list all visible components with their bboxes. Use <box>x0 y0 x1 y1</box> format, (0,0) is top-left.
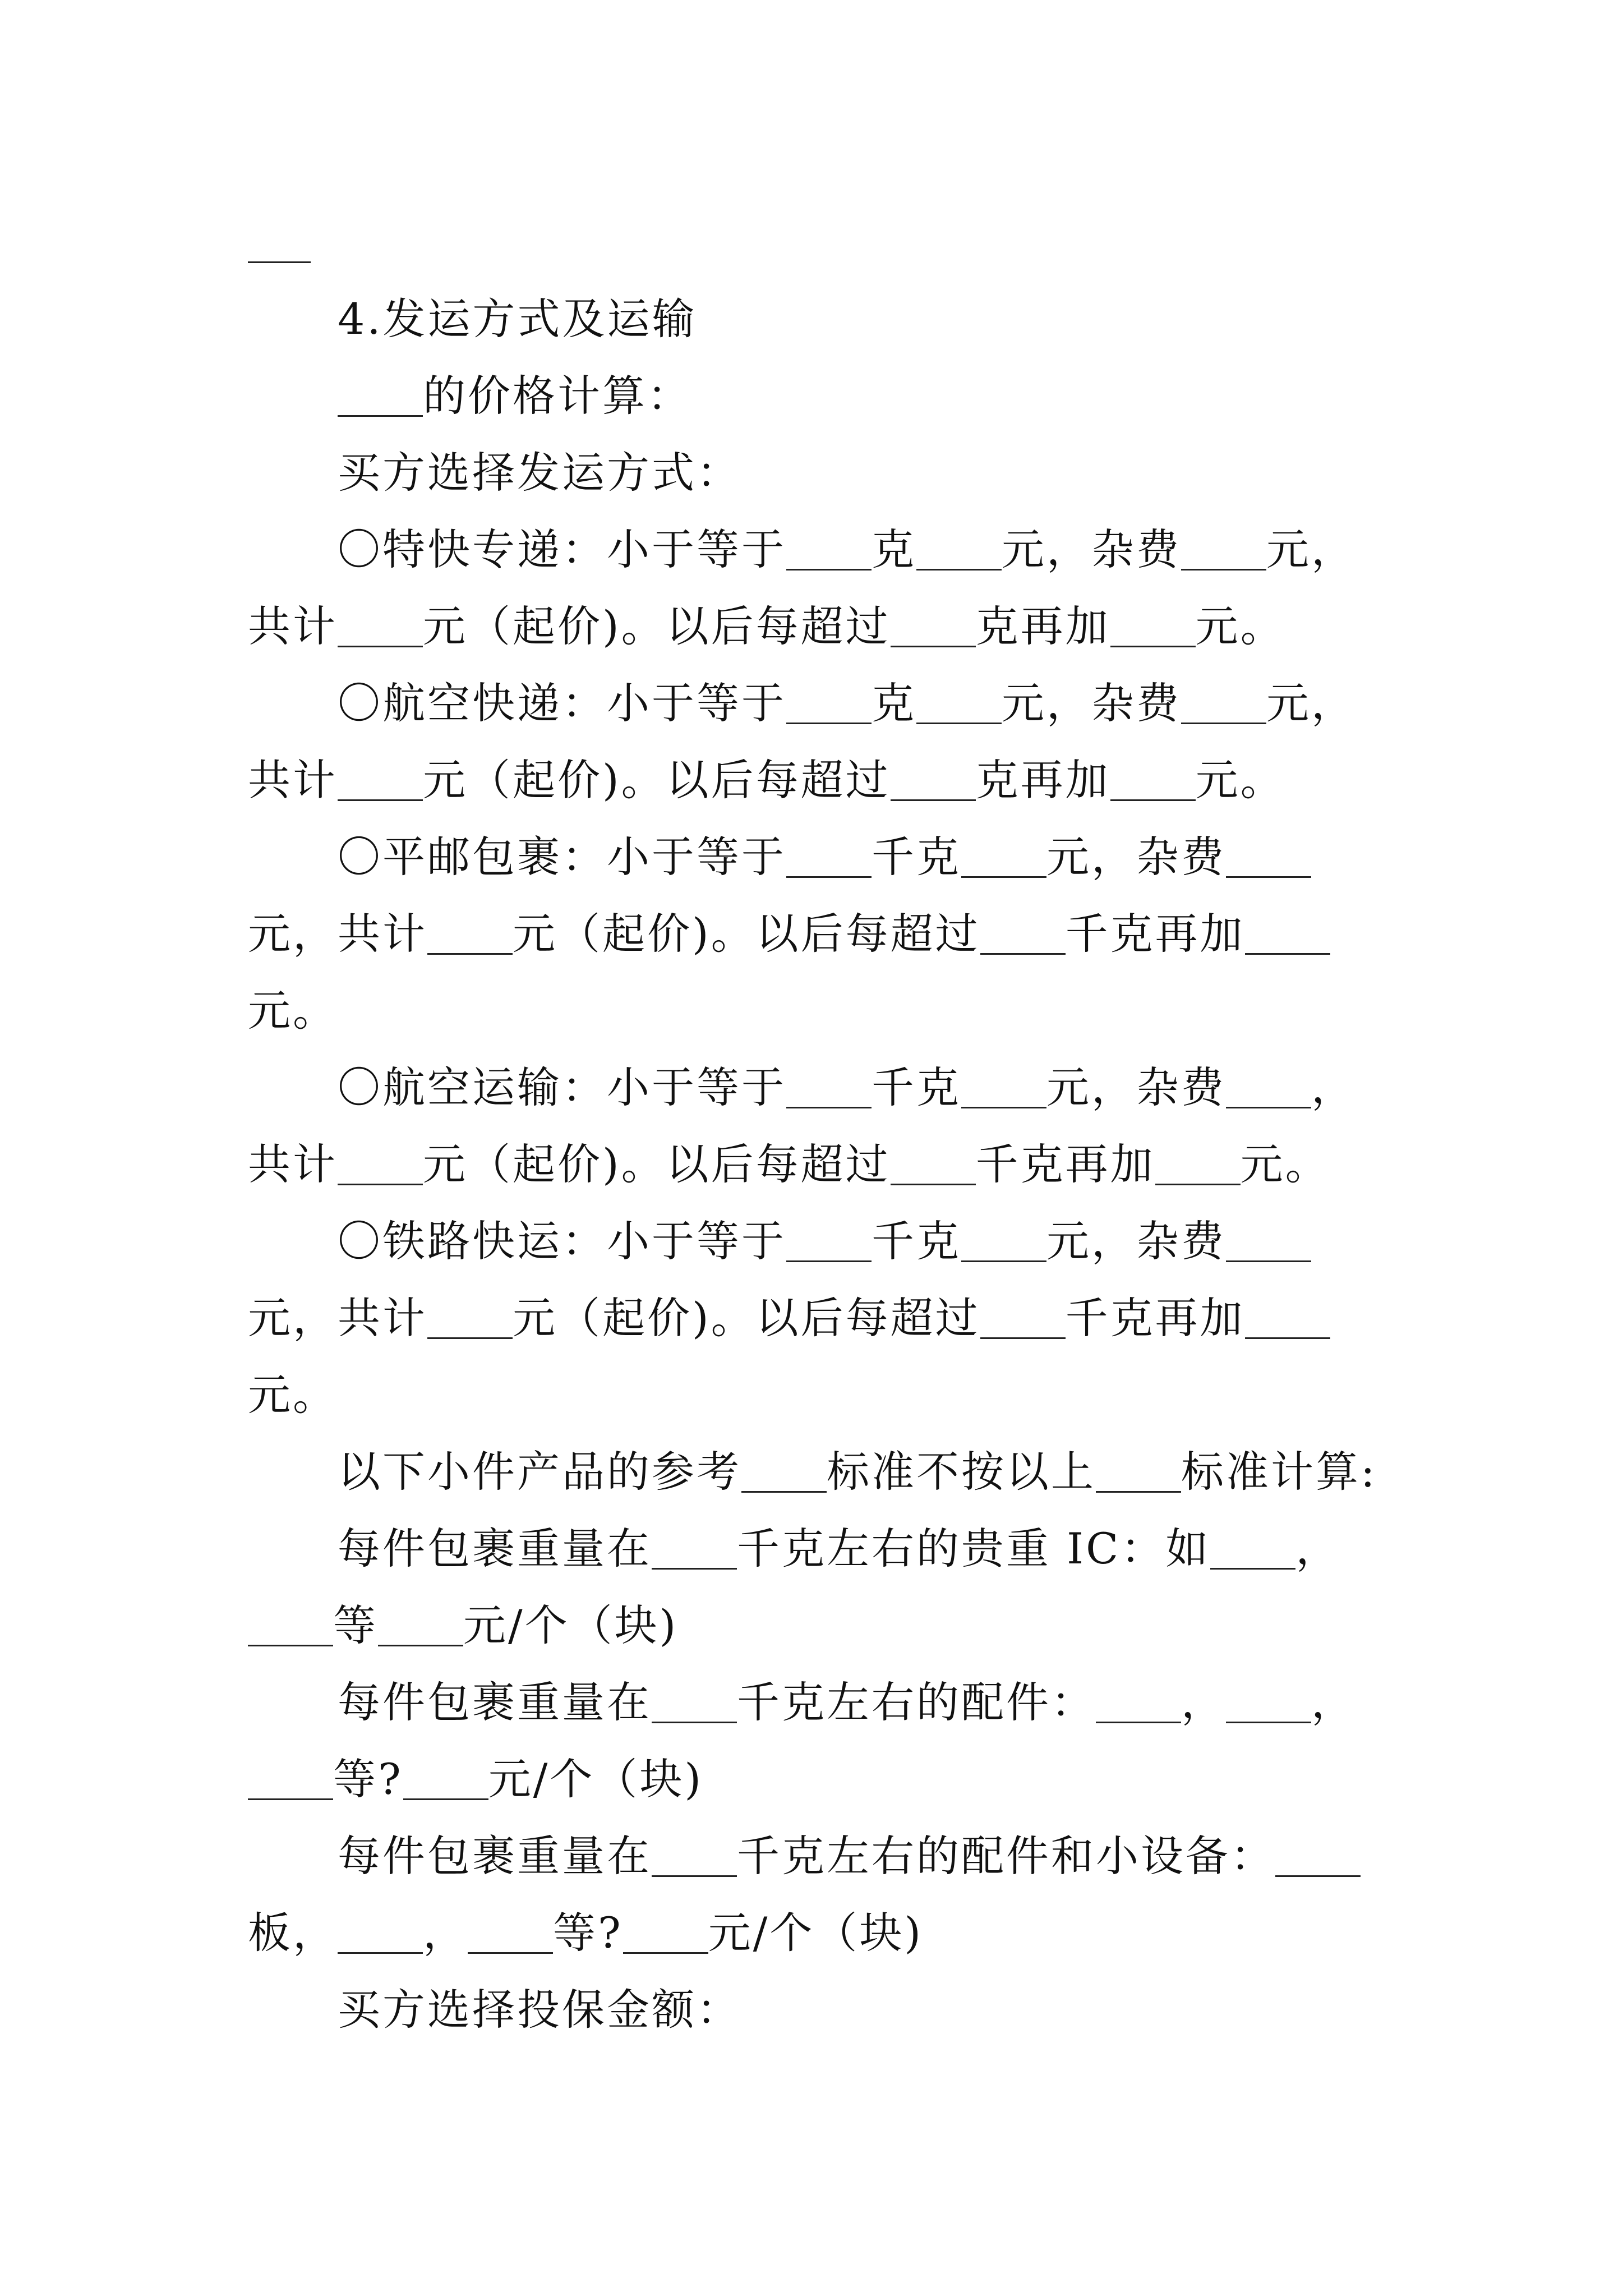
text-segment: 元，共计 <box>248 1293 427 1343</box>
text-segment: 克再加 <box>975 601 1110 651</box>
fill-in-blank <box>652 1683 737 1723</box>
fill-in-blank <box>891 608 976 647</box>
fill-in-blank <box>1110 761 1196 801</box>
text-line <box>248 511 1386 588</box>
text-segment: 千克 <box>872 1216 961 1266</box>
text-line <box>248 1433 1386 1510</box>
text-segment: 元（起价)。以后每超过 <box>513 909 980 959</box>
fill-in-blank <box>961 1069 1046 1108</box>
fill-in-blank <box>916 684 1002 724</box>
text-segment: 〇铁路快运：小于等于 <box>338 1216 786 1266</box>
fill-in-blank <box>427 1299 513 1339</box>
fill-in-blank <box>786 838 872 878</box>
text-segment: 元。 <box>1195 755 1285 805</box>
fill-in-blank <box>1110 608 1196 647</box>
fill-in-blank <box>1226 1222 1311 1262</box>
fill-in-blank <box>1245 915 1330 955</box>
text-segment: 元（起价)。以后每超过 <box>423 601 891 651</box>
text-segment: 元（起价)。以后每超过 <box>423 755 891 805</box>
text-segment: 千克左右的配件： <box>737 1677 1096 1727</box>
fill-in-blank <box>1096 1683 1181 1723</box>
fill-in-blank <box>786 1222 872 1262</box>
text-segment: 千克左右的贵重 IC：如 <box>737 1524 1211 1573</box>
text-line <box>248 280 1386 357</box>
document-body <box>248 280 1386 2048</box>
text-line <box>248 1126 1386 1203</box>
text-line <box>248 1664 1386 1741</box>
fill-in-blank <box>1096 1453 1181 1493</box>
fill-in-blank <box>1226 838 1311 878</box>
fill-in-blank <box>891 761 976 801</box>
text-segment: 元，杂费 <box>1046 832 1226 882</box>
text-line <box>248 1741 1386 1818</box>
fill-in-blank <box>1181 531 1266 570</box>
fill-in-blank <box>1226 1683 1311 1723</box>
text-segment: 元/个（块) <box>708 1908 924 1958</box>
text-line <box>248 972 1386 1049</box>
text-line <box>248 434 1386 511</box>
text-segment: 元/个（块) <box>488 1754 704 1804</box>
text-segment: 共计 <box>248 1139 338 1189</box>
text-segment: 元。 <box>1195 601 1285 651</box>
text-line <box>248 1587 1386 1664</box>
text-segment: 克再加 <box>975 755 1110 805</box>
fill-in-blank <box>1210 1530 1295 1570</box>
text-line <box>248 1510 1386 1587</box>
fill-in-blank <box>961 1222 1046 1262</box>
fill-in-blank <box>623 1914 708 1954</box>
text-segment: 元， <box>1266 678 1356 728</box>
text-segment: 千克再加 <box>1065 1293 1245 1343</box>
fill-in-blank <box>652 1530 737 1570</box>
text-segment: 〇特快专递：小于等于 <box>338 524 786 574</box>
text-segment: 〇平邮包裹：小于等于 <box>338 832 786 882</box>
fill-in-blank <box>786 531 872 570</box>
fill-in-blank <box>1155 1145 1241 1185</box>
fill-in-blank <box>338 761 423 801</box>
text-segment: 元，杂费 <box>1002 524 1181 574</box>
text-line <box>248 665 1386 742</box>
fill-in-blank <box>338 377 423 417</box>
text-segment: 元。 <box>248 986 338 1036</box>
text-segment: 元，杂费 <box>1046 1062 1226 1112</box>
text-segment: 等? <box>333 1754 403 1804</box>
text-segment: 元（起价)。以后每超过 <box>423 1139 891 1189</box>
text-segment: 千克再加 <box>1065 909 1245 959</box>
text-segment: ， <box>423 1908 468 1958</box>
text-segment: 以下小件产品的参考 <box>338 1447 741 1497</box>
fill-in-blank <box>248 1607 333 1646</box>
text-segment: 每件包裹重量在 <box>338 1677 652 1727</box>
text-line <box>248 1280 1386 1356</box>
text-segment: 元，杂费 <box>1046 1216 1226 1266</box>
text-line <box>248 588 1386 665</box>
text-segment: 〇航空快递：小于等于 <box>338 678 786 728</box>
text-segment: 元。 <box>1240 1139 1330 1189</box>
text-segment: 共计 <box>248 601 338 651</box>
text-segment: 元/个（块) <box>463 1600 679 1650</box>
text-segment: 每件包裹重量在 <box>338 1831 652 1881</box>
text-segment: 克 <box>872 678 916 728</box>
fill-in-blank <box>786 1069 872 1108</box>
text-segment: 元， <box>1266 524 1356 574</box>
text-segment: 千克左右的配件和小设备： <box>737 1831 1275 1881</box>
text-segment: 的价格计算： <box>423 371 692 421</box>
text-segment: 等? <box>553 1908 623 1958</box>
text-segment: ， <box>1311 1677 1356 1727</box>
text-line <box>248 895 1386 972</box>
text-segment: ， <box>1181 1677 1226 1727</box>
text-segment: 元（起价)。以后每超过 <box>513 1293 980 1343</box>
fill-in-blank <box>468 1914 553 1954</box>
fill-in-blank <box>652 1837 737 1877</box>
fill-in-blank <box>786 684 872 724</box>
fill-in-blank <box>1226 1069 1311 1108</box>
text-segment: 每件包裹重量在 <box>338 1524 652 1573</box>
fill-in-blank <box>891 1145 976 1185</box>
text-segment: 买方选择投保金额： <box>338 1985 741 2035</box>
fill-in-blank <box>961 838 1046 878</box>
fill-in-blank <box>378 1607 463 1646</box>
fill-in-blank <box>338 1145 423 1185</box>
text-line <box>248 1203 1386 1280</box>
text-segment: 克 <box>872 524 916 574</box>
text-segment: 4.发运方式及运输 <box>338 294 697 344</box>
text-line <box>248 1356 1386 1433</box>
top-rule <box>248 261 311 263</box>
text-segment: 共计 <box>248 755 338 805</box>
text-line <box>248 818 1386 895</box>
fill-in-blank <box>1181 684 1266 724</box>
text-segment: ， <box>1295 1524 1341 1573</box>
fill-in-blank <box>338 1914 423 1954</box>
text-segment: 元，杂费 <box>1002 678 1181 728</box>
text-segment: 千克再加 <box>975 1139 1155 1189</box>
text-line <box>248 1894 1386 1971</box>
text-segment: 板， <box>248 1908 338 1958</box>
fill-in-blank <box>741 1453 827 1493</box>
fill-in-blank <box>980 1299 1066 1339</box>
fill-in-blank <box>1245 1299 1330 1339</box>
text-line <box>248 1049 1386 1126</box>
fill-in-blank <box>403 1760 488 1800</box>
text-segment: 元，共计 <box>248 909 427 959</box>
text-segment: 买方选择发运方式： <box>338 448 741 498</box>
text-segment: 等 <box>333 1600 378 1650</box>
text-segment: 标准不按以上 <box>827 1447 1096 1497</box>
text-segment: 标准计算: <box>1181 1447 1377 1497</box>
text-segment: 千克 <box>872 832 961 882</box>
text-segment: 千克 <box>872 1062 961 1112</box>
fill-in-blank <box>916 531 1002 570</box>
fill-in-blank <box>338 608 423 647</box>
text-segment: 〇航空运输：小于等于 <box>338 1062 786 1112</box>
text-line <box>248 1971 1386 2048</box>
fill-in-blank <box>427 915 513 955</box>
text-line <box>248 742 1386 818</box>
text-segment: 元。 <box>248 1370 338 1420</box>
fill-in-blank <box>248 1760 333 1800</box>
fill-in-blank <box>980 915 1066 955</box>
text-line <box>248 1818 1386 1894</box>
fill-in-blank <box>1275 1837 1361 1877</box>
text-line <box>248 357 1386 434</box>
text-segment: ， <box>1311 1062 1356 1112</box>
